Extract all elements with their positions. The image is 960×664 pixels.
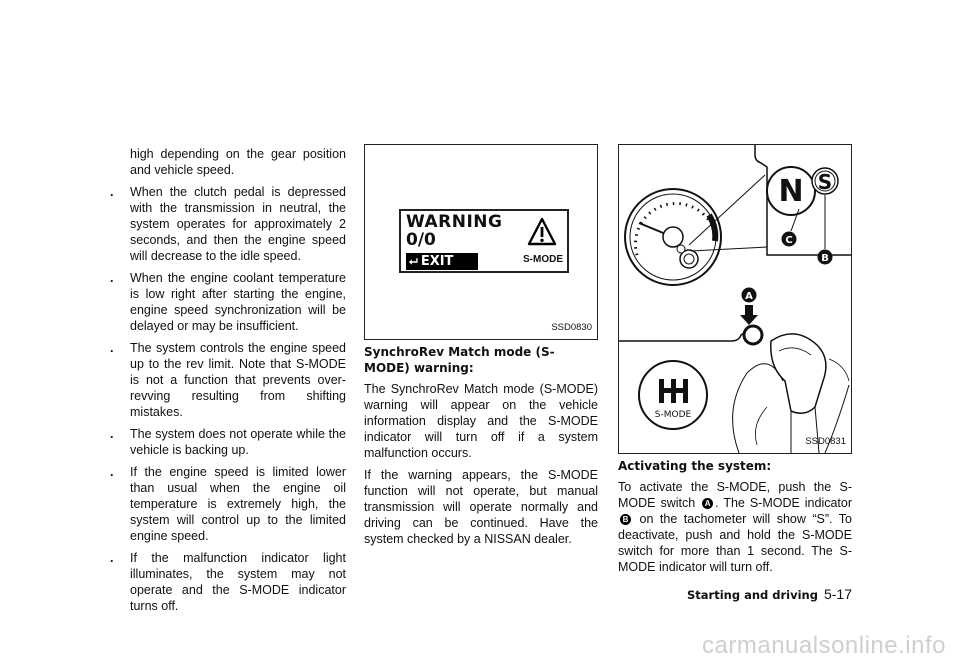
page-footer	[618, 586, 852, 604]
switch-label: S-MODE	[654, 410, 692, 420]
list-item: . If the engine speed is limited lower than usual when the engine oil temperature is extremely high, the system will control up to the limited engine speed.	[110, 465, 346, 543]
svg-text:C: C	[785, 235, 793, 246]
exit-label: ⮠ EXIT	[406, 253, 478, 270]
warning-paragraph: The SynchroRev Match mode (S-MODE) warning will appear on the vehicle information display and the S-MODE indicator will turn off if a system malfunction occurs.	[364, 382, 598, 460]
activating-paragraph: To activate the S-MODE, push the S-MODE switch A . The S-MODE indicator B on the tachometer will show “S”. To deactivate, push and hold the S-MODE switch for more than 1 second. The S-MODE indicator will turn off.	[618, 480, 853, 574]
smode-switch-button	[744, 326, 762, 344]
warning-heading: SynchroRev Match mode (S-MODE) warning:	[364, 345, 555, 375]
warning-paragraph: If the warning appears, the S-MODE function will not operate, but manual transmission will operate normally and driving can be continued. Have the system checked by a NISSAN dealer.	[364, 468, 598, 546]
section-title: Starting and driving	[687, 588, 818, 602]
shift-pattern-icon	[659, 379, 688, 403]
warning-code: 0/0	[406, 230, 436, 250]
figure-id: SSD0831	[805, 436, 846, 447]
page-number: 5-17	[823, 586, 852, 602]
warning-triangle-icon	[527, 217, 557, 247]
smode-display-label: S-MODE	[523, 254, 563, 265]
continuation-text: high depending on the gear position and vehicle speed.	[130, 147, 346, 177]
right-column	[618, 144, 852, 581]
list-item: . The system does not operate while the vehicle is backing up.	[110, 427, 346, 457]
svg-text:A: A	[745, 291, 753, 302]
label-b-icon: B	[620, 514, 631, 525]
left-column	[110, 146, 346, 620]
activating-heading: Activating the system:	[618, 459, 772, 473]
push-arrow-icon	[740, 305, 758, 325]
smode-indicator: S	[817, 170, 833, 194]
label-a-icon: A	[702, 498, 713, 509]
smode-figure	[618, 144, 852, 454]
bullet-dot: .	[110, 341, 114, 355]
list-item: . If the malfunction indicator light illuminates, the system may not operate and the S-MODE indicator turns off.	[110, 551, 346, 613]
middle-column	[364, 144, 598, 553]
watermark: carmanualsonline.info	[702, 632, 946, 659]
list-item: . When the clutch pedal is depressed with the transmission in neutral, the system operates for approximately 2 seconds, and then the engine speed will decrease to the idle speed.	[110, 185, 346, 263]
tachometer-icon	[625, 189, 721, 285]
condition-list	[110, 184, 346, 614]
bullet-dot: .	[110, 427, 114, 441]
bullet-dot: .	[110, 185, 114, 199]
exit-arrow-icon: ⮠	[409, 255, 418, 268]
warning-display-figure	[364, 144, 598, 340]
warning-title: WARNING	[406, 212, 503, 232]
svg-text:B: B	[821, 253, 829, 264]
gear-indicator: N	[778, 174, 804, 209]
list-item: . When the engine coolant temperature is low right after starting the engine, engine speed synchronization will be delayed or may be insufficient.	[110, 271, 346, 333]
figure-id: SSD0830	[551, 322, 592, 333]
bullet-dot: .	[110, 271, 114, 285]
vehicle-info-display	[399, 209, 569, 273]
list-item: . The system controls the engine speed up to the rev limit. Note that S-MODE is not a function that prevents over-revving resulting from shifting mistakes.	[110, 341, 346, 419]
bullet-dot: .	[110, 551, 114, 565]
smode-illustration	[619, 145, 851, 453]
bullet-dot: .	[110, 465, 114, 479]
